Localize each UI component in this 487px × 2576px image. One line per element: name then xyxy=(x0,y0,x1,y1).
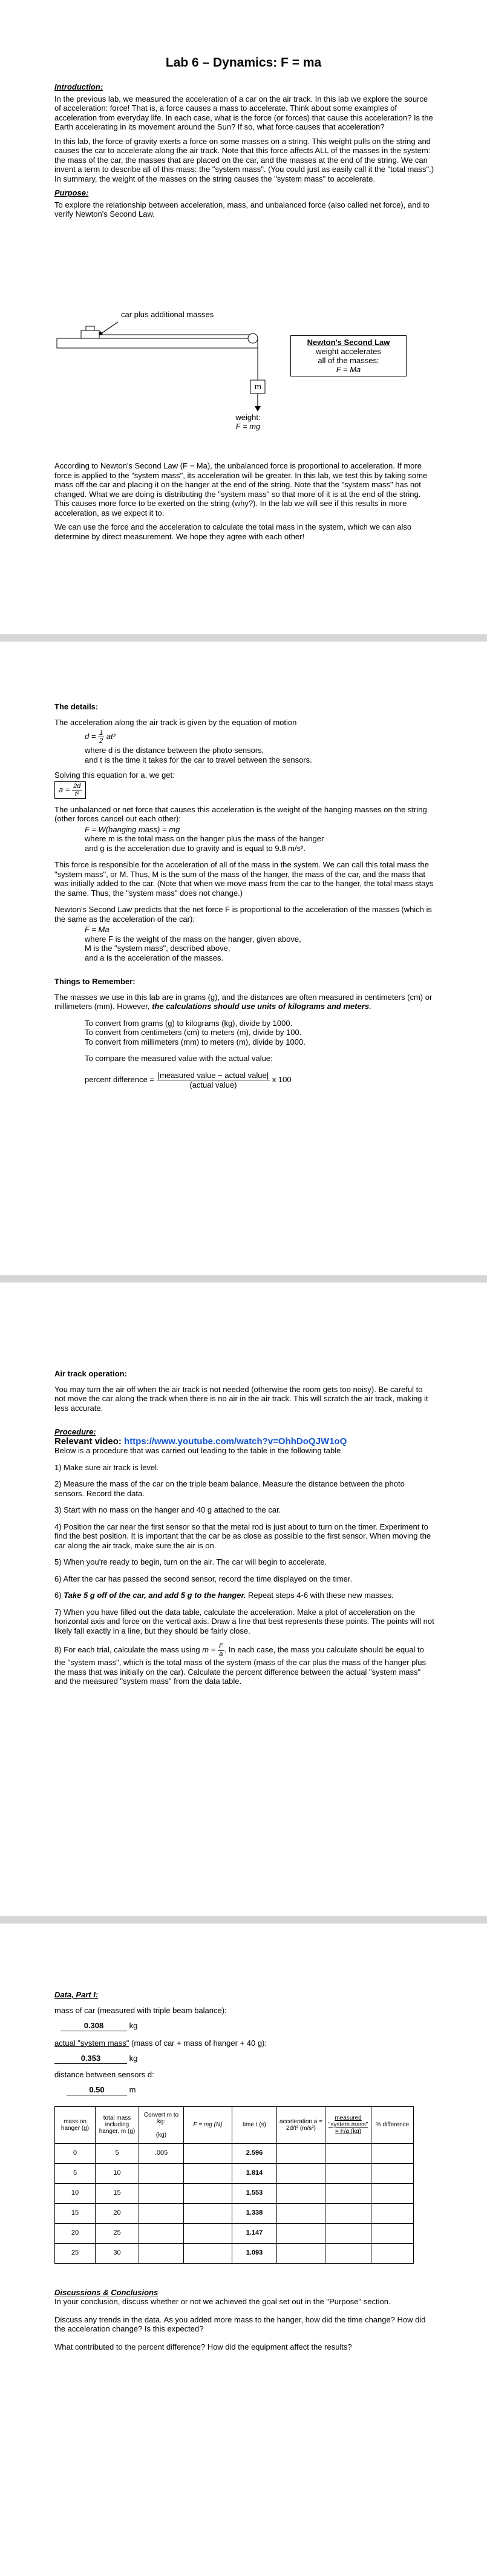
procedure-step: 1) Make sure air track is level. xyxy=(54,1462,159,1472)
comparison-rule: To compare the measured value with the actual value: xyxy=(85,1054,273,1063)
table-cell: 25 xyxy=(55,2243,96,2263)
discussion-paragraph: In your conclusion, discuss whether or not we achieved the goal set out in the "Purpose" section. xyxy=(54,2297,391,2306)
table-cell: .005 xyxy=(139,2143,184,2163)
remember-heading: Things to Remember: xyxy=(54,977,136,986)
table-cell: 1.147 xyxy=(232,2223,277,2243)
table-cell xyxy=(139,2203,184,2223)
air-track-figure xyxy=(54,297,436,442)
table-row xyxy=(55,2203,414,2223)
newton-law-paragraph: According to Newton's Second Law (F = Ma), the unbalanced force is proportional to acceleration. If more force is applied to the "system mass", its acceleration will be greater. In this lab, we test this by taking some mass off the car and placing it on the hanger at the end of the string. Note that the "system mass" has not changed. What we are doing is distributing the "system mass" so that more of it is at the end of the string. This causes more force to be exerted on the string (why?). In the lab we will see if this results in more acceleration, as we expect it to. xyxy=(54,461,428,518)
details-paragraph: Solving this equation for a, we get: xyxy=(54,770,175,780)
details-text: M is the "system mass", described above, xyxy=(85,944,230,953)
air-track-heading: Air track operation: xyxy=(54,1369,127,1378)
table-cell: 1.093 xyxy=(232,2243,277,2263)
conversion-rule: To convert from centimeters (cm) to meters (m), divide by 100. xyxy=(85,1028,302,1037)
table-header: mass on hanger (g) xyxy=(55,2106,96,2143)
newton-law-line: weight accelerates xyxy=(316,347,381,356)
procedure-intro: Below is a procedure that was carried out leading to the table in the following table xyxy=(54,1446,341,1455)
details-text: and g is the acceleration due to gravity and is equal to 9.8 m/s². xyxy=(85,843,306,853)
air-track xyxy=(57,338,258,348)
table-header: measured "system mass" = F/a (kg) xyxy=(325,2106,371,2143)
mass-formula-fraction: $\frac{F}{a}$ xyxy=(218,1643,223,1658)
procedure-step: 6) After the car has passed the second sensor, record the time displayed on the timer. xyxy=(54,1574,353,1583)
table-cell: 20 xyxy=(55,2223,96,2243)
table-cell: 1.338 xyxy=(232,2203,277,2223)
pulley xyxy=(248,334,258,343)
details-text: and t is the time it takes for the car to travel between the sensors. xyxy=(85,755,312,764)
table-cell xyxy=(371,2243,414,2263)
details-section xyxy=(54,702,436,1089)
introduction-section xyxy=(54,82,436,224)
table-cell: 15 xyxy=(55,2203,96,2223)
details-paragraph: The acceleration along the air track is given by the equation of motion xyxy=(54,717,297,727)
table-cell xyxy=(139,2183,184,2203)
details-heading: The details: xyxy=(54,702,99,711)
table-cell: 0 xyxy=(55,2143,96,2163)
newton-law-title: Newton's Second Law xyxy=(307,338,390,347)
distance-label: distance between sensors d: xyxy=(54,2069,154,2079)
table-cell xyxy=(325,2143,371,2163)
force-equation: F = W(hanging mass) = mg xyxy=(85,824,180,834)
procedure-step: 8) For each trial, calculate the mass using m = $\frac{F}{a}$ . In each case, the mass you calculate should be equal to the "system mass", which is the total mass of the system (mass of the car plus the mass of the hanger plus the mass that was initially on the car). Calculate the percent difference between the actual "system mass" and the measured "system mass" from the data table. xyxy=(54,1643,426,1686)
data-table xyxy=(54,2106,414,2264)
introduction-paragraph: In this lab, the force of gravity exerts a force on some masses on a string. This weight pulls on the string and causes the car to accelerate along the air track. Note that this force affects ALL of the masses in the system: the mass of the car, the masses that are placed on the car, and the masses at the end of the string. We can invent a term to describe all of this mass: the "system mass". (You could just as easily call it the "total mass".) In summary, the weight of the masses on the string causes the "system mass" to accelerate. xyxy=(54,136,434,183)
hanging-mass-label: m xyxy=(255,382,261,391)
data-section xyxy=(54,1990,436,2356)
table-cell xyxy=(139,2163,184,2183)
table-cell: 10 xyxy=(55,2183,96,2203)
distance-value: 0.50 xyxy=(67,2085,127,2095)
car-mass-label: mass of car (measured with triple beam balance): xyxy=(54,2005,227,2015)
page-gap xyxy=(0,1916,487,1924)
table-header: Convert m to kg: (kg) xyxy=(139,2106,184,2143)
data-heading: Data, Part I: xyxy=(54,1990,99,1999)
page-title: Lab 6 – Dynamics: F = ma xyxy=(165,56,322,70)
air-track-operation-section xyxy=(54,1369,436,1691)
table-cell: 2.596 xyxy=(232,2143,277,2163)
details-text: where F is the weight of the mass on the hanger, given above, xyxy=(85,934,301,944)
table-cell: 5 xyxy=(96,2143,139,2163)
procedure-step: 6) Take 5 g off of the car, and add 5 g to the hanger. Repeat steps 4-6 with these new masses. xyxy=(54,1591,394,1600)
percent-difference-fraction: $\frac{\text{|measured value − actual value|}}{\text{(actual value)}}$ xyxy=(157,1070,269,1089)
table-header: acceleration a = 2d/t² (m/s²) xyxy=(277,2106,325,2143)
units-warning: the calculations should use units of kilograms and meters xyxy=(152,1002,370,1011)
table-cell xyxy=(139,2223,184,2243)
table-cell xyxy=(139,2243,184,2263)
weight-equation: F = mg xyxy=(235,422,261,431)
procedure-heading: Procedure: xyxy=(54,1427,96,1436)
video-line: Relevant video: https://www.youtube.com/watch?v=OhhDoQJW1oQ xyxy=(54,1436,347,1447)
percent-difference-formula: percent difference = $\frac{\text{|measured value − actual value|}}{\text{(actual value)}}$ x 100 xyxy=(85,1070,292,1089)
table-cell xyxy=(277,2243,325,2263)
introduction-paragraph: In the previous lab, we measured the acceleration of a car on the air track. In this lab we explore the source of acceleration: force! That is, a force causes a mass to accelerate. Think about some examples of acceleration from everyday life. In each case, what is the force (or forces) that cause this acceleration? Is the Earth accelerating in its movement around the Sun? If so, what force causes that acceleration? xyxy=(54,94,433,131)
video-link[interactable]: https://www.youtube.com/watch?v=OhhDoQJW1oQ xyxy=(124,1436,347,1447)
details-paragraph: Newton's Second Law predicts that the net force F is proportional to the acceleration of the masses (which is the same as the acceleration of the car): xyxy=(54,905,432,924)
newton-law-paragraph: We can use the force and the acceleration to calculate the total mass in the system, which we can also determine by direct measurement. We hope they agree with each other! xyxy=(54,522,412,541)
table-header: time t (s) xyxy=(232,2106,277,2143)
table-cell xyxy=(325,2223,371,2243)
details-paragraph: This force is responsible for the acceleration of all of the mass in the system. We can call this total mass the "system mass", or M. Thus, M is the sum of the mass of the hanger, the mass of the car, and the mass that was initially added to the car. (Note that when we move mass from the car to the hanger, the total mass stays the same. Thus, the "system mass" does not change.) xyxy=(54,860,434,898)
procedure-step: 2) Measure the mass of the car on the triple beam balance. Measure the distance between the photo sensors. Record the data. xyxy=(54,1479,405,1498)
table-cell xyxy=(184,2163,232,2183)
table-cell xyxy=(184,2203,232,2223)
discussion-heading: Discussions & Conclusions xyxy=(54,2287,159,2297)
table-cell xyxy=(184,2243,232,2263)
purpose-text: To explore the relationship between acceleration, mass, and unbalanced force (also called net force), and to verify Newton's Second Law. xyxy=(54,200,430,218)
weight-text: weight: xyxy=(235,413,261,422)
system-mass-field: 0.353 kg xyxy=(54,2054,436,2064)
newton-law-line: all of the masses: xyxy=(318,356,379,365)
table-cell xyxy=(325,2163,371,2183)
page-gap xyxy=(0,1275,487,1283)
table-cell: 15 xyxy=(96,2183,139,2203)
table-cell xyxy=(277,2203,325,2223)
table-cell xyxy=(184,2143,232,2163)
table-cell xyxy=(277,2163,325,2183)
table-cell xyxy=(277,2223,325,2243)
motion-equation: d = $\frac{1}{2}$ at² xyxy=(85,729,116,744)
procedure-step: 3) Start with no mass on the hanger and 40 g attached to the car. xyxy=(54,1505,281,1514)
newton-law-box xyxy=(290,335,407,376)
discussion-paragraph: What contributed to the percent difference? How did the equipment affect the results? xyxy=(54,2342,352,2351)
table-cell xyxy=(325,2183,371,2203)
table-header: F = mg (N) xyxy=(184,2106,232,2143)
procedure-step: 7) When you have filled out the data table, calculate the acceleration. Make a plot of acceleration on the horizontal axis and force on the vertical axis. Draw a line that best represents these points. The points will not likely fall exactly in a line, but they should be fairly close. xyxy=(54,1607,434,1635)
table-row xyxy=(55,2143,414,2163)
newton-law-equation: F = Ma xyxy=(336,365,361,374)
table-cell xyxy=(371,2203,414,2223)
remember-paragraph: The masses we use in this lab are in grams (g), and the distances are often measured in centimeters (cm) or millimeters (mm). However, the calculations should use units of kilograms and meters. xyxy=(54,992,433,1011)
table-cell xyxy=(184,2223,232,2243)
conversion-rule: To convert from millimeters (mm) to meters (m), divide by 1000. xyxy=(85,1037,306,1046)
table-cell xyxy=(277,2183,325,2203)
discussion-paragraph: Discuss any trends in the data. As you added more mass to the hanger, how did the time change? How did the acceleration change? Is this expected? xyxy=(54,2315,426,2333)
arrow-head xyxy=(255,406,261,412)
table-cell xyxy=(325,2203,371,2223)
table-cell: 25 xyxy=(96,2223,139,2243)
table-cell xyxy=(371,2163,414,2183)
table-cell: 1.814 xyxy=(232,2163,277,2183)
page-gap xyxy=(0,634,487,642)
table-cell xyxy=(184,2183,232,2203)
conversion-rule: To convert from grams (g) to kilograms (kg), divide by 1000. xyxy=(85,1018,293,1028)
procedure-step: 5) When you're ready to begin, turn on the air. The car will begin to accelerate. xyxy=(54,1557,327,1566)
system-mass-label: actual "system mass" (mass of car + mass of hanger + 40 g): xyxy=(54,2038,267,2048)
table-cell: 1.553 xyxy=(232,2183,277,2203)
table-cell xyxy=(371,2143,414,2163)
introduction-heading: Introduction: xyxy=(54,82,103,91)
car-mass-field: 0.308 kg xyxy=(60,2021,436,2031)
table-cell xyxy=(371,2223,414,2243)
car-label: car plus additional masses xyxy=(121,310,214,319)
system-mass-value: 0.353 xyxy=(54,2054,127,2064)
table-cell: 20 xyxy=(96,2203,139,2223)
added-mass xyxy=(86,326,94,330)
car-mass-value: 0.308 xyxy=(60,2021,127,2031)
fraction-2d-t2: $\frac{2d}{\text{t²}}$ xyxy=(73,782,81,798)
table-row xyxy=(55,2223,414,2243)
air-track-text: You may turn the air off when the air track is not needed (otherwise the room gets too noisy). Be careful to not move the car along the track when there is no air in the air track. This will scratch the air track, making it less accurate. xyxy=(54,1384,428,1413)
table-row xyxy=(55,2183,414,2203)
table-cell: 10 xyxy=(96,2163,139,2183)
table-cell xyxy=(371,2183,414,2203)
table-cell xyxy=(325,2243,371,2263)
table-cell: 30 xyxy=(96,2243,139,2263)
table-header-row xyxy=(55,2106,414,2143)
procedure-step: 4) Position the car near the first sensor so that the metal rod is just about to turn on the timer. Experiment to find the best position. It is important that the car be as close as possible to the first sensor. When moving the car along the air track, make sure the air is on. xyxy=(54,1522,431,1550)
distance-field: 0.50 m xyxy=(67,2085,436,2095)
details-text: where d is the distance between the photo sensors, xyxy=(85,746,264,755)
weight-label xyxy=(224,413,272,431)
table-row xyxy=(55,2243,414,2263)
table-header: total mass including hanger, m (g) xyxy=(96,2106,139,2143)
car xyxy=(81,330,99,338)
details-text: and a is the acceleration of the masses. xyxy=(85,953,224,962)
acceleration-equation: a = $\frac{2d}{\text{t²}}$ xyxy=(54,781,86,799)
newton-equation: F = Ma xyxy=(85,925,109,934)
after-figure-section xyxy=(54,461,436,546)
details-paragraph: The unbalanced or net force that causes this acceleration is the weight of the hanging masses on the string (other forces cancel out each other): xyxy=(54,804,427,823)
table-row xyxy=(55,2163,414,2183)
details-text: where m is the total mass on the hanger plus the mass of the hanger xyxy=(85,834,324,843)
table-cell: 5 xyxy=(55,2163,96,2183)
fraction-one-half: $\frac{1}{2}$ xyxy=(99,729,103,744)
table-cell xyxy=(277,2143,325,2163)
table-header: % difference xyxy=(371,2106,414,2143)
purpose-heading: Purpose: xyxy=(54,188,89,197)
